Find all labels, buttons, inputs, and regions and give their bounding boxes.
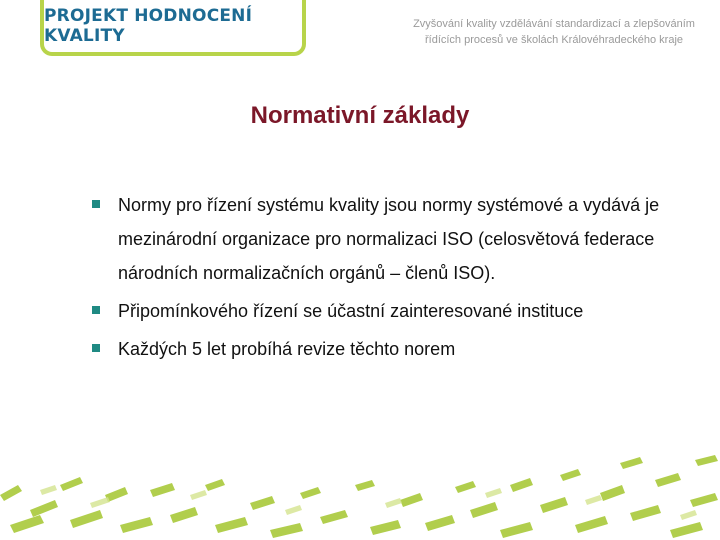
green-pattern-decoration: [0, 455, 720, 540]
tagline-line-2: řídících procesů ve školách Královéhradeckého kraje: [424, 34, 684, 46]
project-logo: [40, 0, 306, 56]
square-bullet-icon: [92, 344, 100, 352]
bullet-text: Připomínkového řízení se účastní zainteresované instituce: [118, 301, 584, 321]
square-bullet-icon: [92, 200, 100, 208]
bullet-list: [92, 188, 672, 370]
bullet-item: [92, 188, 672, 290]
bullet-item: [92, 332, 672, 366]
logo-text: PROJEKT HODNOCENÍ KVALITY: [44, 6, 253, 46]
header-tagline: [408, 16, 700, 48]
bullet-text: Každých 5 let probíhá revize těchto norem: [118, 339, 456, 359]
bullet-text: Normy pro řízení systému kvality jsou normy systémové a vydává je mezinárodní organizace pro normalizaci ISO (celosvětová federace národních normalizačních orgánů – členů ISO).: [118, 195, 660, 283]
bullet-item: [92, 294, 672, 328]
tagline-line-1: Zvyšování kvality vzdělávání standardizací a zlepšováním: [413, 18, 695, 30]
square-bullet-icon: [92, 306, 100, 314]
slide-title: Normativní základy: [250, 102, 470, 129]
